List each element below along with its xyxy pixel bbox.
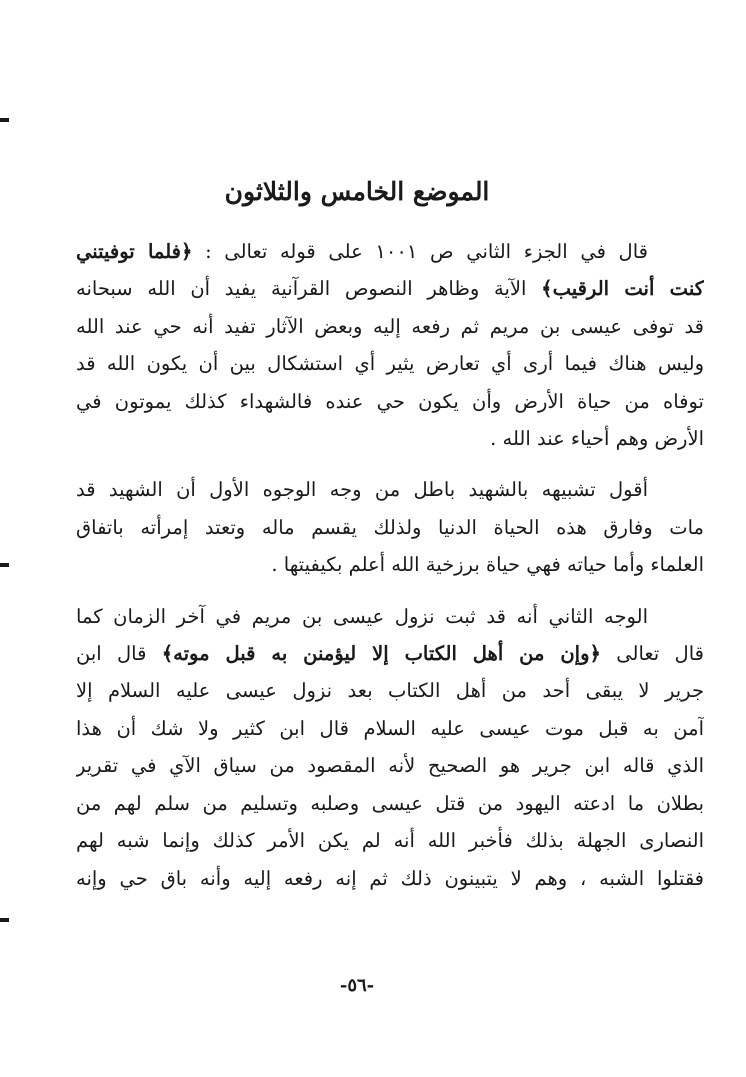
text-line: مات وفارق هذه الحياة الدنيا ولذلك يقسم ماله وتعتد إمرأته باتفاق	[76, 515, 704, 539]
text-line: أقول تشبيهه بالشهيد باطل من وجه الوجوه الأول أن الشهيد قد	[76, 478, 648, 502]
text-line: الوجه الثاني أنه قد ثبت نزول عيسى بن مريم في آخر الزمان كما	[76, 604, 648, 628]
text-line: قد توفى عيسى بن مريم ثم رفعه إليه وبعض الآثار تفيد أنه حي عند الله	[76, 314, 704, 338]
section-title: الموضع الخامس والثلاثون	[224, 177, 490, 206]
text-line: الأرض وهم أحياء عند الله .	[490, 427, 704, 451]
text-line: توفاه من حياة الأرض وأن يكون حي عنده فالشهداء كذلك يموتون في	[76, 389, 704, 413]
quran-quote: ﴿فلما توفيتني	[76, 240, 193, 263]
text-line: قال في الجزء الثاني ص ١٠٠١ على قوله تعالى : ﴿فلما توفيتني	[76, 240, 648, 263]
text-line: قال تعالى ﴿وإن من أهل الكتاب إلا ليؤمنن به قبل موته﴾ قال ابن	[76, 642, 704, 666]
text-line: فقتلوا الشبه ، وهم لا يتبينون ذلك ثم إنه رفعه إليه وأنه باق حي وإنه	[76, 866, 704, 890]
text-line: وليس هناك فيما أرى أي تعارض يثير أي استشكال بين أن يكون الله قد	[76, 352, 704, 376]
edge-mark	[0, 118, 9, 122]
text-line: بطلان ما ادعته اليهود من قتل عيسى وصلبه وتسليم من سلم لهم من	[76, 791, 704, 815]
paragraph-3	[76, 598, 704, 897]
text-line: آمن به قبل موت عيسى عليه السلام قال ابن كثير ولا شك أن هذا	[76, 716, 704, 740]
text-line: العلماء وأما حياته فهي حياة برزخية الله أعلم بكيفيتها .	[271, 553, 704, 577]
paragraph-1	[76, 233, 704, 457]
quran-quote: كنت أنت الرقيب﴾	[541, 277, 704, 301]
paragraph-2	[76, 471, 704, 583]
text-line: الذي قاله ابن جرير هو الصحيح لأنه المقصود من سياق الآي في تقرير	[76, 754, 704, 778]
text-line: كنت أنت الرقيب﴾ الآية وظاهر النصوص القرآنية يفيد أن الله سبحانه	[76, 277, 704, 301]
quran-quote: ﴿وإن من أهل الكتاب إلا ليؤمنن به قبل موته﴾	[161, 642, 601, 666]
text-line: النصارى الجهلة بذلك فأخبر الله أنه لم يكن الأمر كذلك وإنما شبه لهم	[76, 829, 704, 853]
edge-mark	[0, 918, 9, 922]
text-line: جرير لا يبقى أحد من أهل الكتاب بعد نزول عيسى عليه السلام إلا	[76, 679, 704, 703]
body-text	[76, 233, 704, 911]
edge-mark	[0, 563, 9, 567]
page-number: -٥٦-	[339, 975, 375, 996]
